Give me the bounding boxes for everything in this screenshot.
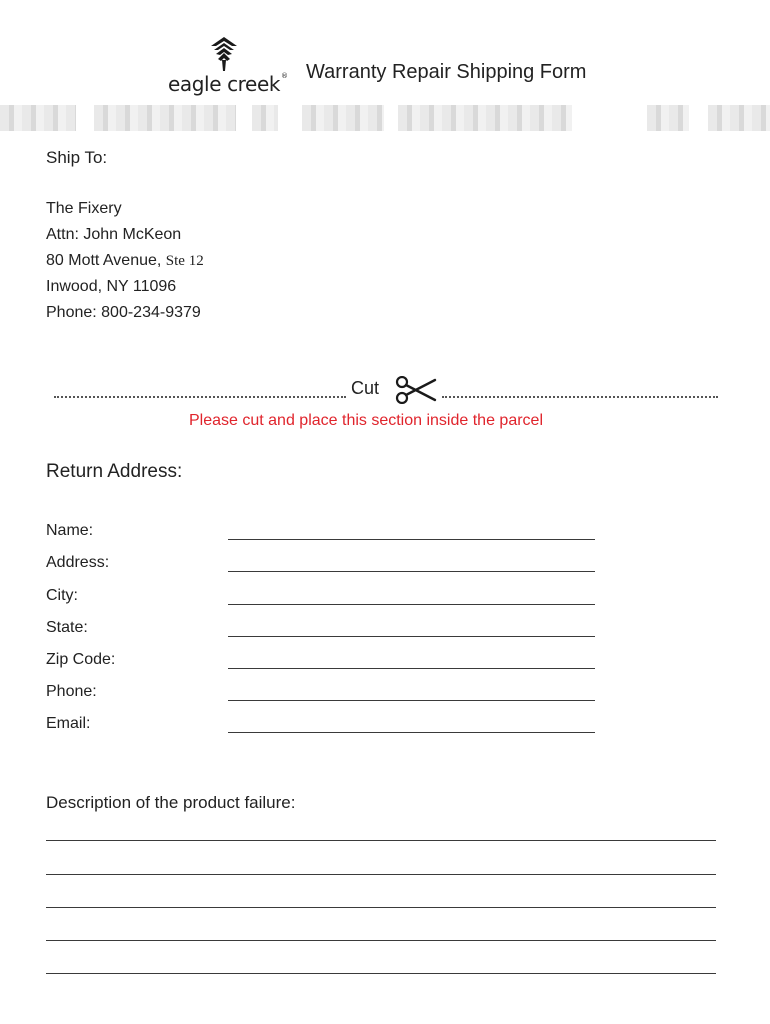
name-label: Name:: [46, 522, 94, 539]
logo-wordmark: eagle creek®: [168, 72, 288, 96]
state-label: State:: [46, 619, 88, 636]
ship-to-suite: Ste 12: [165, 253, 204, 269]
ship-to-company: The Fixery: [46, 200, 122, 217]
form-title: Warranty Repair Shipping Form: [306, 61, 587, 83]
redacted-strip: [0, 103, 770, 133]
description-line-2[interactable]: [46, 874, 716, 875]
return-address-heading: Return Address:: [46, 461, 183, 482]
cut-instruction: Please cut and place this section inside the parcel: [189, 412, 543, 429]
ship-to-phone: Phone: 800-234-9379: [46, 304, 201, 321]
scissors-icon: [395, 376, 437, 404]
ship-to-street-text: 80 Mott Avenue,: [46, 252, 162, 269]
city-field[interactable]: [228, 604, 595, 605]
email-label: Email:: [46, 715, 91, 732]
eagle-creek-logo: [168, 34, 288, 96]
ship-to-street: [46, 252, 204, 270]
cut-line: [54, 376, 718, 406]
name-field[interactable]: [228, 539, 595, 540]
description-line-1[interactable]: [46, 840, 716, 841]
phone-field[interactable]: [228, 700, 595, 701]
phone-label: Phone:: [46, 683, 97, 700]
description-line-3[interactable]: [46, 907, 716, 908]
city-label: City:: [46, 587, 78, 604]
description-heading: Description of the product failure:: [46, 793, 296, 812]
address-field[interactable]: [228, 571, 595, 572]
cut-dotted-line-right: [442, 396, 718, 398]
zip-code-label: Zip Code:: [46, 651, 116, 668]
ship-to-attention: Attn: John McKeon: [46, 226, 182, 243]
email-field[interactable]: [228, 732, 595, 733]
cut-label: Cut: [351, 378, 380, 398]
ship-to-heading: Ship To:: [46, 148, 108, 167]
description-line-5[interactable]: [46, 973, 716, 974]
description-line-4[interactable]: [46, 940, 716, 941]
ship-to-city-state-zip: Inwood, NY 11096: [46, 278, 177, 295]
eagle-logo-icon: [204, 34, 244, 74]
address-label: Address:: [46, 554, 110, 571]
zip-code-field[interactable]: [228, 668, 595, 669]
cut-dotted-line-left: [54, 396, 346, 398]
state-field[interactable]: [228, 636, 595, 637]
